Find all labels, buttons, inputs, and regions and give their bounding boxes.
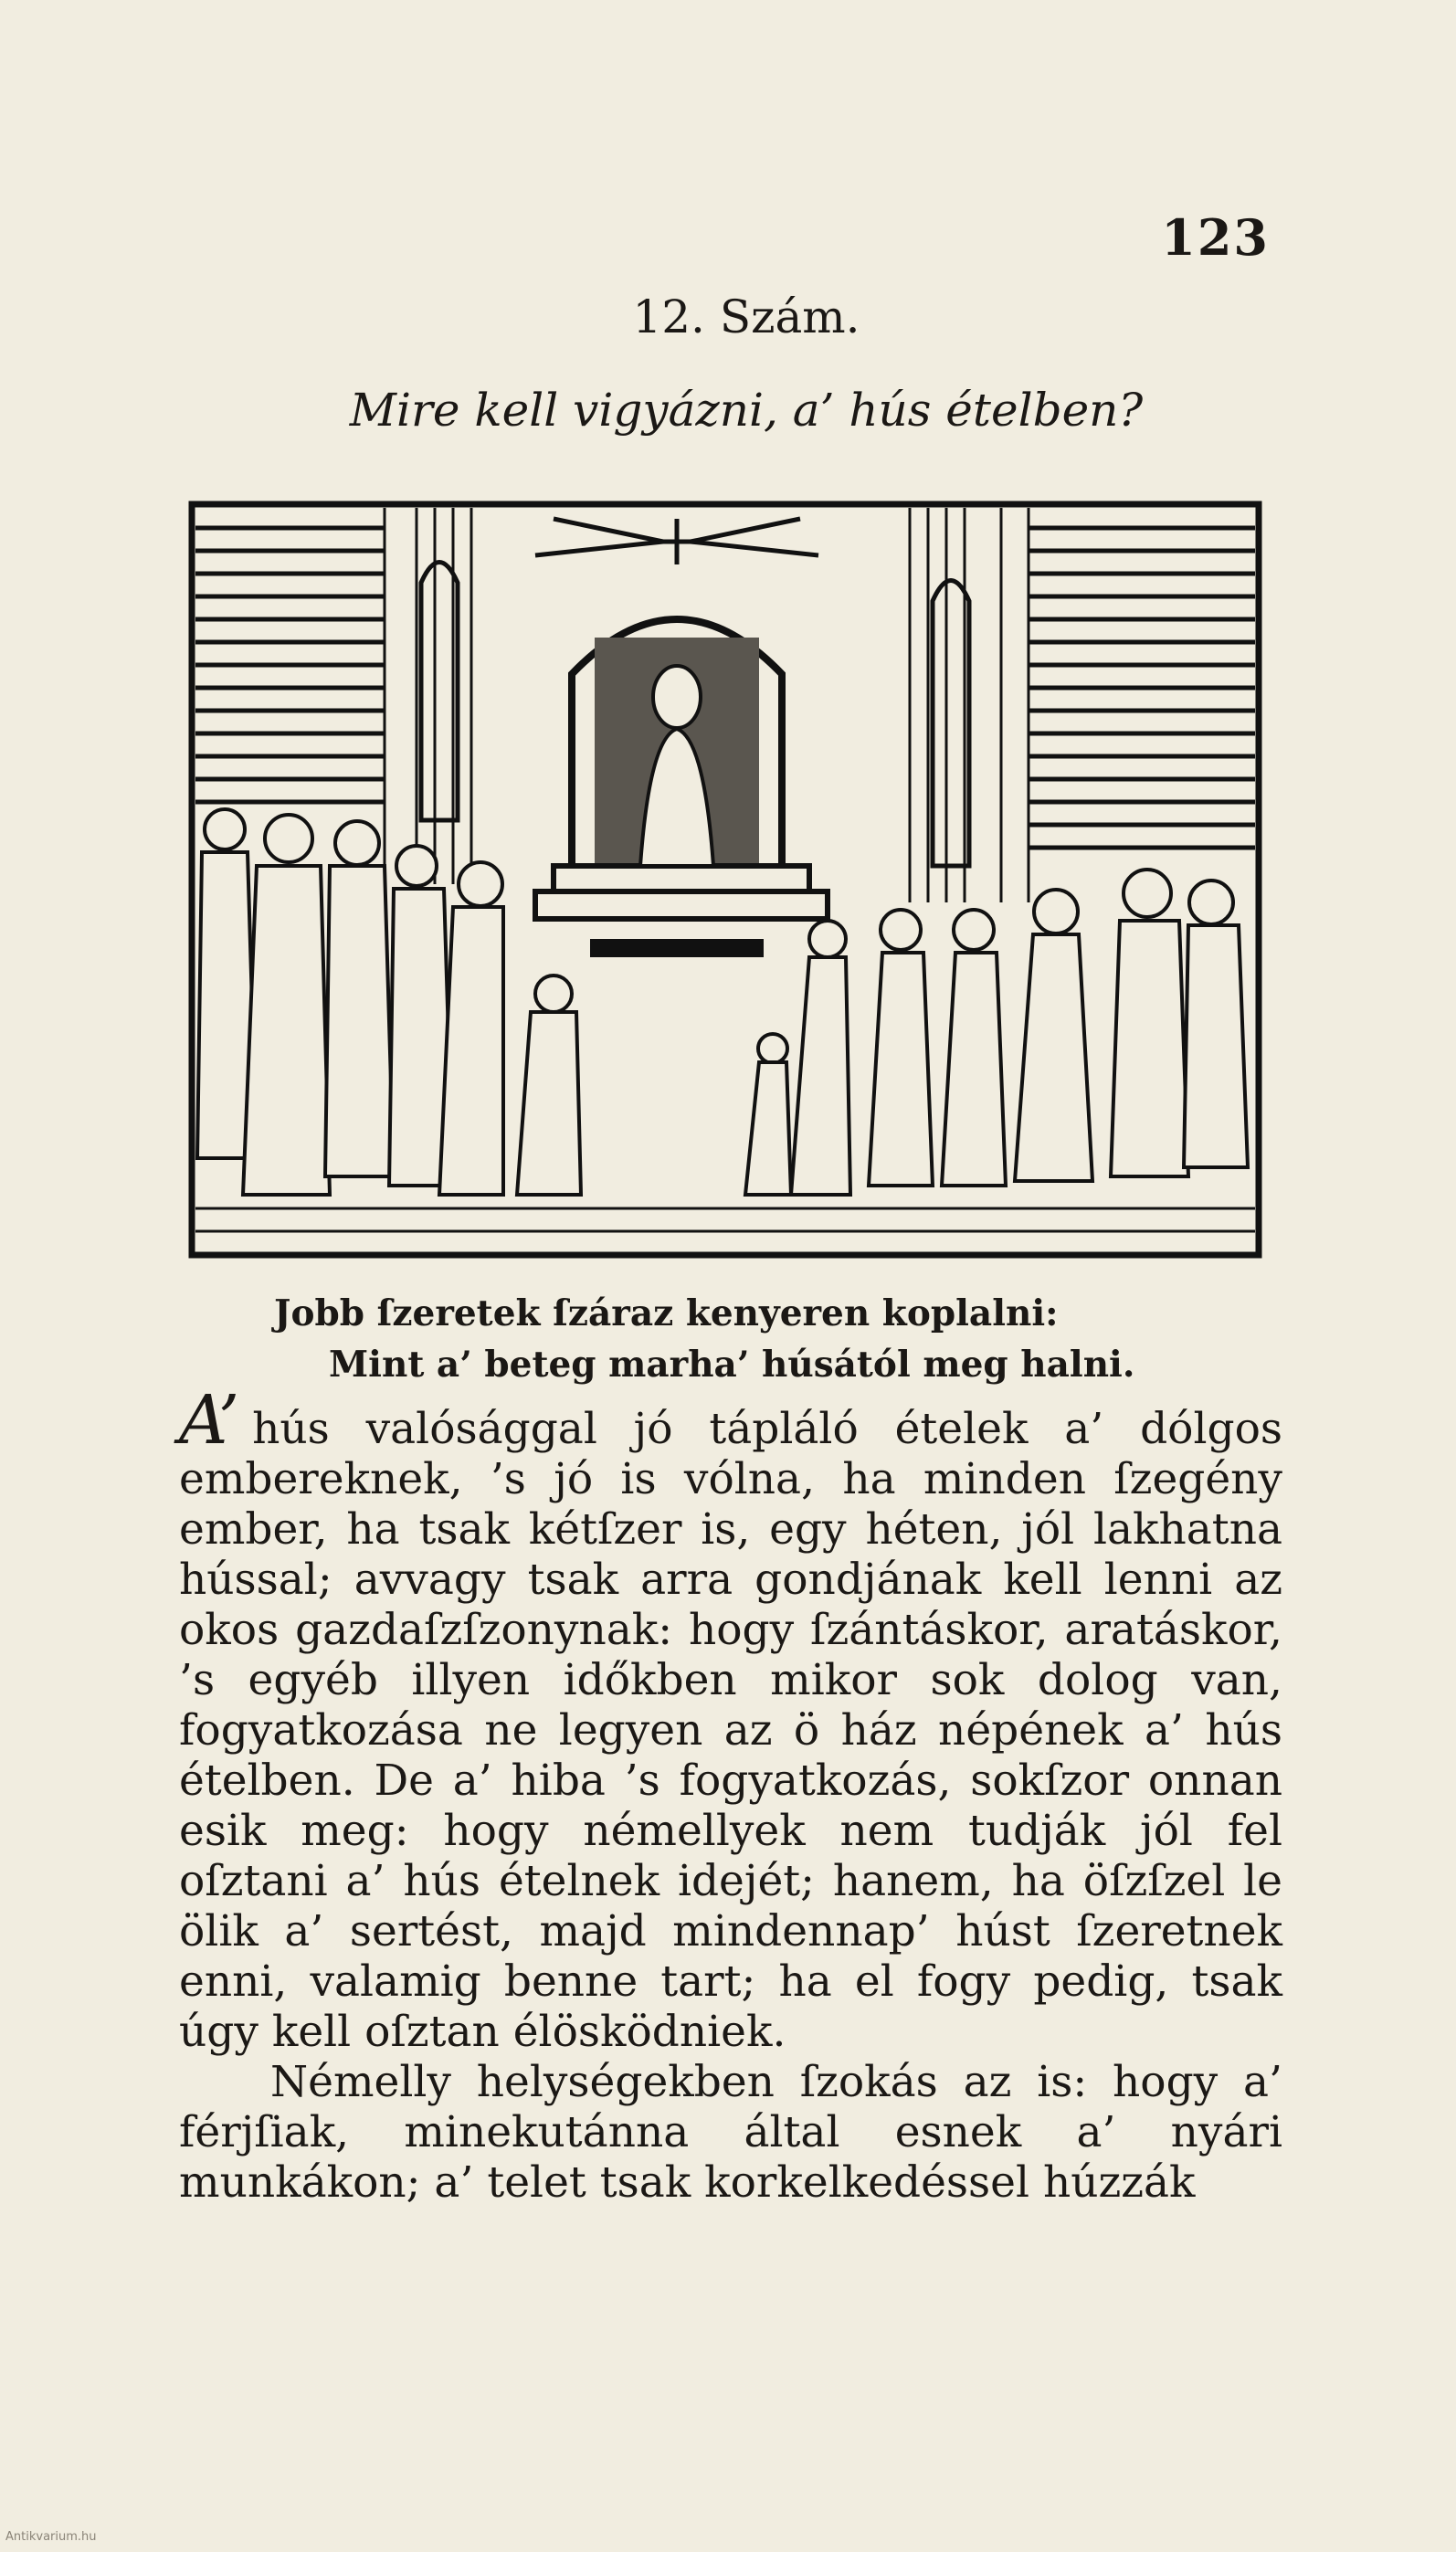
paragraph-2: Némelly helységekben ſzokás az is: hogy a’ férjſiak, minekutánna által esnek a’ nyári munkákon; a’ telet tsak korkelkedéssel húzzák bbox=[179, 2057, 1282, 2208]
caption-line-2: Mint a’ beteg marha’ húsától meg halni. bbox=[329, 1344, 1135, 1386]
paragraph-1 bbox=[179, 1381, 1282, 2057]
caption-line-1: Jobb ſzeretek ſzáraz kenyeren koplalni: bbox=[274, 1292, 1059, 1334]
paragraph-1-text: hús valósággal jó tápláló ételek a’ dólgos embereknek, ’s jó is vólna, ha minden ſzegény ember, ha tsak kétſzer is, egy héten, jól lakhatna hússal; avvagy tsak arra gondjának kell lenni az okos gazdaſzſzonynak: hogy ſzántáskor, aratáskor, ’s egyéb illyen időkben mikor sok dolog van, fogyatkozása ne legyen az ö ház népének a’ hús ételben. De a’ hiba ’s fogyatkozás, sokſzor onnan esik meg: hogy némellyek nem tudják jól fel oſztani a’ hús ételnek idejét; hanem, ha öſzſzel le ölik a’ sertést, majd mindennap’ húst ſzeretnek enni, valamig benne tart; ha el fogy pedig, tsak úgy kell oſztan élösködniek. bbox=[179, 1404, 1282, 2057]
illustration-caption bbox=[274, 1288, 1187, 1390]
drop-cap: A’ bbox=[179, 1381, 240, 1460]
chapter-heading: Mire kell vigyázni, a’ hús ételben? bbox=[349, 384, 1144, 437]
body-text bbox=[179, 1381, 1282, 2208]
woodcut-illustration bbox=[188, 501, 1262, 1259]
watermark: Antikvarium.hu bbox=[5, 2530, 97, 2544]
section-number: 12. Szám. bbox=[632, 290, 860, 343]
page-number: 123 bbox=[1161, 208, 1270, 267]
